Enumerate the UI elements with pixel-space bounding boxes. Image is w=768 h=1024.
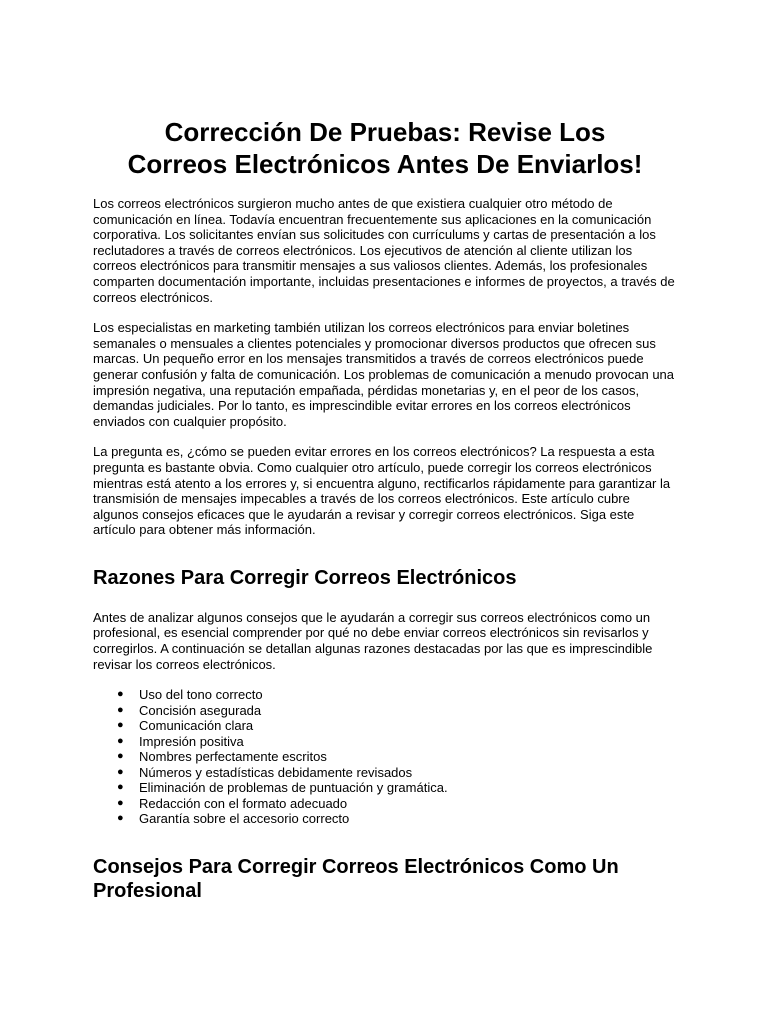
- list-item-text: Garantía sobre el accesorio correcto: [139, 811, 350, 827]
- page-title: Corrección De Pruebas: Revise Los Correos Electrónicos Antes De Enviarlos!: [127, 117, 643, 179]
- list-item-text: Impresión positiva: [139, 733, 244, 749]
- intro-paragraph-2: Los especialistas en marketing también utilizan los correos electrónicos para enviar boletines semanales o mensuales a clientes potenciales y promocionar diversos productos que ofrecen sus marcas. Un pequeño error en los mensajes transmitidos a través de correos electrónicos puede generar confusión y falta de comunicación. Los problemas de comunicación a menudo provocan una impresión negativa, una reputación empañada, pérdidas monetarias y, en el peor de los casos, demandas judiciales. Por lo tanto, es imprescindible evitar errores en los correos electrónicos enviados con cualquier propósito.: [93, 320, 675, 429]
- list-item: [117, 765, 677, 781]
- list-item-text: Concisión asegurada: [139, 702, 262, 718]
- intro-paragraph-1: Los correos electrónicos surgieron mucho antes de que existiera cualquier otro método de comunicación en línea. Todavía encuentran frecuentemente sus aplicaciones en la comunicación corporativa. Los solicitantes envían sus solicitudes con currículums y cartas de presentación a los reclutadores a través de correos electrónicos. Los ejecutivos de atención al cliente utilizan los correos electrónicos para transmitir mensajes a sus valiosos clientes. Además, los profesionales comparten documentación importante, incluidas presentaciones e informes de proyectos, a través de correos electrónicos.: [93, 196, 675, 305]
- bullet-icon: ●: [117, 781, 124, 794]
- list-item-text: Redacción con el formato adecuado: [139, 795, 348, 811]
- bullet-icon: ●: [117, 765, 124, 778]
- list-item: [117, 749, 677, 765]
- reasons-paragraph: Antes de analizar algunos consejos que le ayudarán a corregir sus correos electrónicos como un profesional, es esencial comprender por qué no debe enviar correos electrónicos sin revisarlos y corregirlos. A continuación se detallan algunas razones destacadas por las que es imprescindible revisar los correos electrónicos.: [93, 609, 653, 672]
- list-item-text: Eliminación de problemas de puntuación y gramática.: [139, 780, 448, 796]
- bullet-icon: ●: [117, 812, 124, 825]
- bullet-icon: ●: [117, 796, 124, 809]
- list-item: [117, 703, 677, 719]
- bullet-icon: ●: [117, 703, 124, 716]
- list-item: [117, 796, 677, 812]
- list-item: [117, 687, 677, 703]
- reasons-bullet-list: [93, 687, 677, 827]
- document-page: [93, 116, 677, 923]
- list-item-text: Números y estadísticas debidamente revisados: [139, 764, 413, 780]
- list-item-text: Comunicación clara: [139, 718, 254, 734]
- bullet-icon: ●: [117, 750, 124, 763]
- bullet-icon: ●: [117, 734, 124, 747]
- intro-paragraph-3: La pregunta es, ¿cómo se pueden evitar errores en los correos electrónicos? La respuesta a esta pregunta es bastante obvia. Como cualquier otro artículo, puede corregir los correos electrónicos mientras está atento a los errores y, si encuentra alguno, rectificarlos rápidamente para garantizar la transmisión de mensajes impecables a través de los correos electrónicos. Este artículo cubre algunos consejos eficaces que le ayudarán a revisar y corregir correos electrónicos. Siga este artículo para obtener más información.: [93, 444, 671, 538]
- list-item: [117, 718, 677, 734]
- bullet-icon: ●: [117, 719, 124, 732]
- list-item: [117, 811, 677, 827]
- list-item: [117, 734, 677, 750]
- list-item: [117, 780, 677, 796]
- section-heading-reasons: Razones Para Corregir Correos Electrónicos: [93, 566, 517, 589]
- section-heading-tips: Consejos Para Corregir Correos Electrónicos Como Un Profesional: [93, 855, 619, 902]
- list-item-text: Nombres perfectamente escritos: [139, 749, 327, 765]
- bullet-icon: ●: [117, 688, 124, 701]
- list-item-text: Uso del tono correcto: [139, 687, 263, 703]
